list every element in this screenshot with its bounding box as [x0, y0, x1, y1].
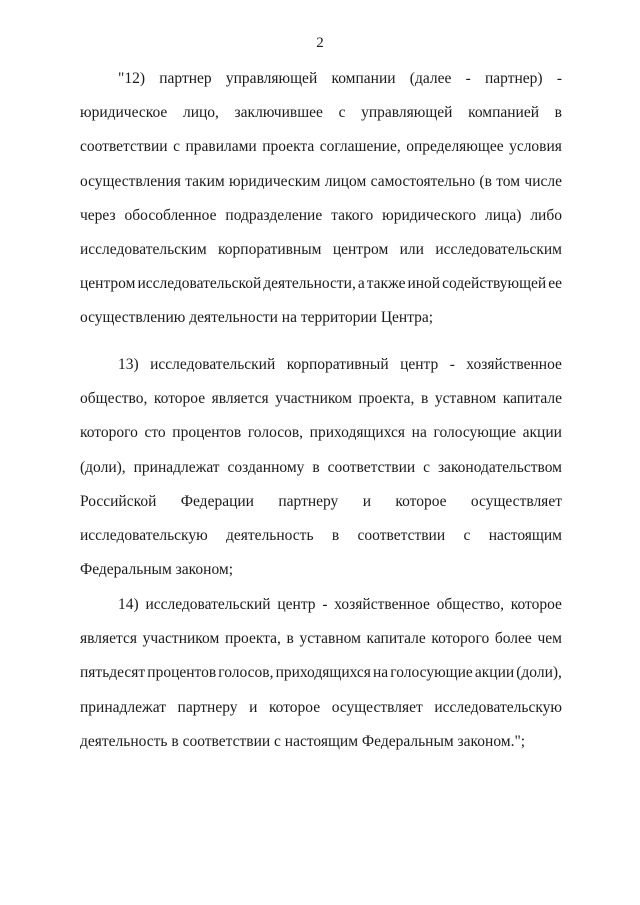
text-line: Федеральным законом; [80, 561, 234, 579]
word: уставном [434, 390, 497, 408]
word: самостоятельно [370, 172, 476, 190]
word: управляющей [225, 70, 318, 87]
word: соответствии [80, 138, 168, 156]
word: акции [474, 664, 515, 682]
word: 14) [118, 596, 139, 613]
word: центр [277, 596, 316, 613]
word: определяющее [406, 138, 504, 156]
text-line [80, 458, 562, 478]
word: законодательством [437, 458, 562, 476]
text-line [80, 103, 562, 123]
word: участником [142, 630, 220, 648]
word: исследовательским [435, 241, 562, 258]
word: лицо, [182, 104, 219, 122]
word: приходящихся [275, 664, 371, 682]
word: на [373, 664, 389, 682]
word: хозяйственное [334, 596, 430, 613]
word: (далее [409, 70, 452, 87]
word: более [494, 630, 532, 648]
word: также [366, 275, 406, 293]
word: подразделение [225, 206, 323, 224]
word: обособленное [124, 206, 217, 224]
word: (доли), [516, 664, 562, 682]
word: таким [185, 172, 225, 190]
word: проекта [262, 138, 315, 156]
word: лица) [485, 206, 522, 224]
word: исследовательскую [434, 698, 562, 716]
word: а [357, 275, 365, 293]
word: с [173, 138, 180, 156]
text-line [80, 526, 562, 546]
word: в [420, 390, 429, 408]
word: в [312, 458, 320, 476]
word: в [286, 630, 294, 648]
word: 13) [118, 356, 139, 373]
word: осуществляет [331, 698, 423, 716]
word: исследовательский [150, 356, 276, 373]
word: акции [522, 424, 562, 442]
text-line [80, 663, 562, 683]
word: уставном [299, 630, 361, 648]
word: голосов, [247, 424, 304, 442]
word: - [465, 70, 471, 87]
word: иной [407, 275, 441, 293]
word: такого [331, 206, 374, 224]
text-line [80, 240, 562, 260]
word: партнеру [177, 698, 238, 716]
text-line [80, 629, 562, 649]
word: правилами [185, 138, 257, 156]
word: общество, [436, 596, 504, 613]
text-line [118, 69, 562, 89]
word: и [249, 698, 258, 716]
word: том [496, 172, 521, 190]
word: является [211, 390, 269, 408]
word: - [449, 356, 455, 373]
word: участником [275, 390, 352, 408]
text-line [80, 698, 562, 718]
word: центром [80, 275, 136, 293]
word: созданному [227, 458, 305, 476]
word: голосов, [218, 664, 274, 682]
word: принадлежат [80, 698, 166, 716]
word: центр [400, 356, 439, 373]
word: общество, [80, 390, 148, 408]
text-line [80, 423, 562, 443]
word: - [556, 70, 562, 87]
word: юридического [382, 206, 477, 224]
text-line [80, 206, 562, 226]
word: (в [479, 172, 492, 190]
word: корпоративный [286, 356, 389, 373]
word: которое [510, 596, 562, 613]
word: компанией [468, 104, 540, 122]
word: либо [530, 206, 562, 224]
text-line [80, 389, 562, 409]
word: которого [431, 630, 490, 648]
word: исследовательскую [80, 527, 208, 544]
word: осуществляет [470, 492, 562, 510]
word: которое [268, 698, 321, 716]
word: исследовательский [145, 596, 271, 613]
word: осуществления [80, 172, 181, 190]
word: "12) [118, 70, 145, 87]
word: партнеру [278, 492, 339, 510]
word: капитале [502, 390, 562, 408]
word: сто [144, 424, 166, 442]
text-line [118, 595, 562, 615]
word: лицом [324, 172, 367, 190]
word: партнер) [484, 70, 543, 87]
text-line [80, 137, 562, 157]
text-line [80, 172, 562, 192]
word: соответствии [327, 458, 416, 476]
word: проекта, [358, 390, 415, 408]
page-number: 2 [316, 35, 324, 51]
word: - [322, 596, 328, 613]
word: компании [331, 70, 396, 87]
word: в [554, 104, 562, 122]
word: соглашение, [319, 138, 401, 156]
word: голосующие [433, 424, 516, 442]
word: которое [153, 390, 206, 408]
word: исследовательским [80, 241, 207, 258]
word: на [411, 424, 427, 442]
word: с [463, 527, 471, 544]
word: содействующей [442, 275, 547, 293]
word: центром [332, 241, 389, 258]
word: или [399, 241, 424, 258]
word: Федерации [180, 492, 254, 510]
word: процентов [172, 424, 242, 442]
word: управляющей [361, 104, 453, 122]
text-line: деятельность в соответствии с настоящим Федеральным законом."; [80, 732, 526, 750]
text-line [80, 274, 562, 294]
word: принадлежат [133, 458, 220, 476]
word: приходящихся [309, 424, 406, 442]
word: (доли), [80, 458, 126, 476]
word: юридическим [229, 172, 321, 190]
word: ее [548, 275, 562, 293]
word: процентов [147, 664, 217, 682]
word: проекта, [224, 630, 281, 648]
word: с [338, 104, 346, 122]
word: числе [524, 172, 562, 190]
word: голосующие [390, 664, 473, 682]
word: юридическое [80, 104, 168, 122]
word: чем [537, 630, 562, 648]
word: партнер [159, 70, 212, 87]
word: деятельность [226, 527, 314, 544]
text-line [118, 355, 562, 375]
word: условия [509, 138, 562, 156]
word: исследовательской [137, 275, 262, 293]
word: которое [395, 492, 447, 510]
word: заключившее [234, 104, 323, 122]
word: хозяйственное [466, 356, 562, 373]
word: деятельности, [263, 275, 356, 293]
word: Российской [80, 492, 157, 510]
word: и [362, 492, 371, 510]
text-line: осуществлению деятельности на территории Центра; [80, 309, 434, 327]
word: через [80, 206, 116, 224]
word: корпоративным [218, 241, 322, 258]
text-line [80, 492, 562, 512]
word: пятьдесят [80, 664, 146, 682]
word: соответствии [357, 527, 446, 544]
word: капитале [366, 630, 426, 648]
word: с [423, 458, 430, 476]
word: является [80, 630, 137, 648]
word: в [331, 527, 340, 544]
word: настоящим [488, 527, 562, 544]
word: которого [80, 424, 138, 442]
